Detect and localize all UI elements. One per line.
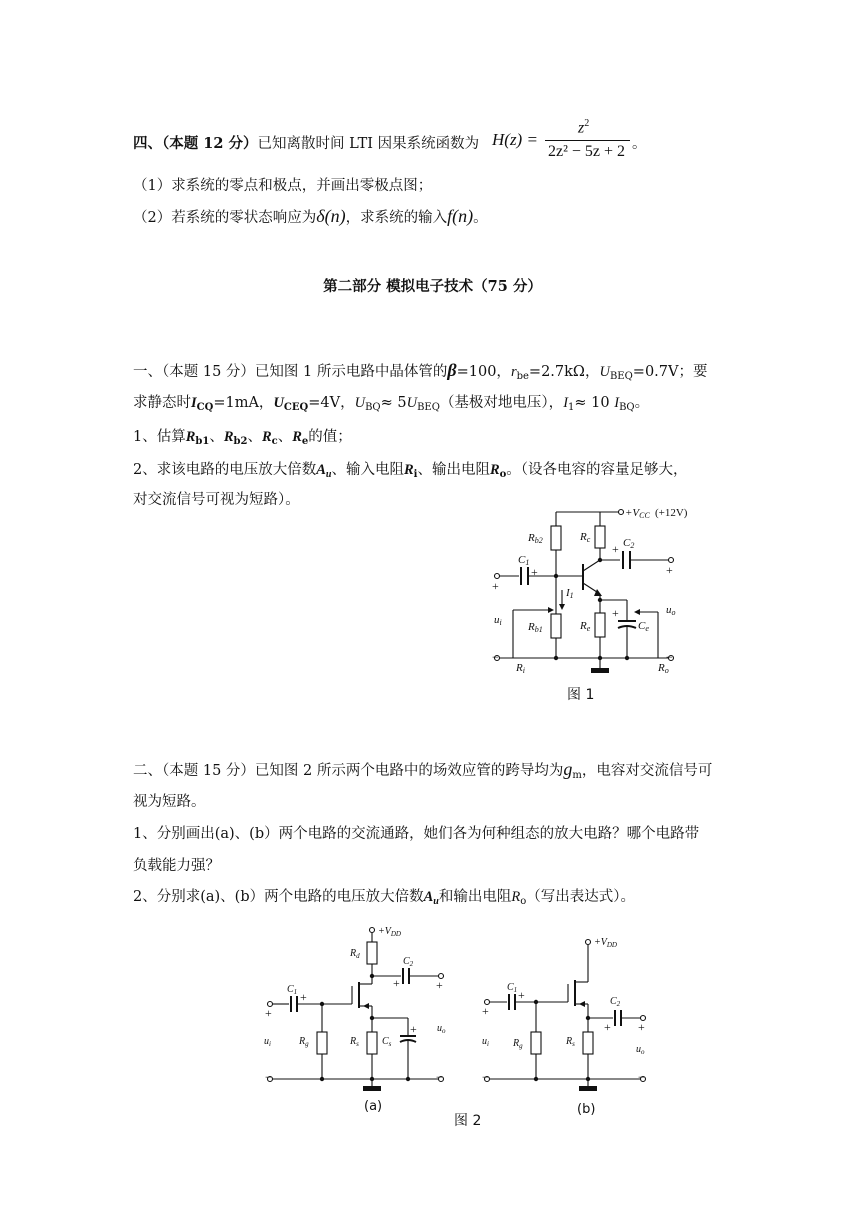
fig2b-vdd: $+V_{DD}$ (594, 937, 617, 949)
fig2b-c2: $C_2$ (610, 996, 621, 1008)
svg-text:+: + (604, 1020, 611, 1034)
figure-2-circuits (260, 920, 660, 1100)
figure-2b-label: (b) (577, 1102, 596, 1117)
q1-task1: 1、估算$R_{b1}$、$R_{b2}$、$R_c$、$R_e$的值； (133, 429, 352, 447)
fig1-rb1: Rb1 (528, 621, 543, 634)
hz-label: H(z) = (492, 130, 538, 149)
fig1-c2: C2 (623, 537, 635, 550)
q4-part2: （2）若系统的零状态响应为δ(n)，求系统的输入f(n)。 (133, 206, 488, 226)
hz-denominator: 2z² − 5z + 2 (548, 143, 626, 160)
svg-text:−: − (436, 1070, 443, 1084)
figure-1-circuit (480, 498, 700, 683)
q1-line1: 一、（本题 15 分）已知图 1 所示电路中晶体管的β=100，$r_{be}=2.7k\Omega$，$U_{BEQ}=0.7V$；要 (133, 360, 708, 382)
fig2a-cs: $C_s$ (382, 1036, 392, 1048)
svg-text:+: + (612, 606, 619, 620)
fig1-vcc-value: (+12V) (655, 507, 688, 519)
q2-task1-cont: 负载能力强？ (133, 858, 220, 874)
hz-end: 。 (632, 136, 647, 152)
fig1-vcc: +VCC (625, 507, 650, 520)
fig1-ui: ui (494, 614, 502, 627)
fig2a-uo: $u_o$ (437, 1023, 446, 1035)
fig1-ri: Ri (516, 662, 525, 675)
svg-text:+: + (638, 1020, 645, 1034)
svg-text:−: − (482, 1070, 489, 1084)
svg-text:−: − (666, 650, 673, 664)
fig2b-c1: $C_1$ (507, 982, 518, 994)
q4-text: 已知离散时间 LTI 因果系统函数为 (257, 136, 480, 152)
svg-text:−: − (265, 1070, 272, 1084)
fig2a-rd: $R_d$ (350, 948, 360, 960)
q4-number: 四、 (133, 135, 162, 152)
q4-part1: （1）求系统的零点和极点，并画出零极点图； (133, 178, 433, 194)
fig1-rb2: Rb2 (528, 532, 543, 545)
fig2a-ui: $u_i$ (264, 1036, 271, 1048)
part2-title: 第二部分 模拟电子技术（75 分） (323, 278, 542, 295)
svg-text:+: + (410, 1022, 417, 1036)
svg-text:+: + (300, 990, 307, 1004)
svg-text:−: − (638, 1070, 645, 1084)
q1-task2: 2、求该电路的电压放大倍数$A_u$、输入电阻$R_i$、输出电阻$R_o$。（设各电容的容量足够大， (133, 462, 688, 480)
fig1-uo: uo (666, 604, 676, 617)
fig2b-rs: $R_s$ (566, 1036, 575, 1048)
svg-text:+: + (436, 978, 443, 992)
q4-line1 (133, 134, 479, 154)
fig1-rc: Rc (580, 531, 591, 544)
fig2a-c1: $C_1$ (287, 984, 298, 996)
figure-2-caption: 图 2 (454, 1113, 482, 1129)
fig1-c1: C1 (518, 554, 530, 567)
q1-line2: 求静态时$I_{CQ}=1mA$，$U_{CEQ}=4V$，$U_{BQ}\approx 5U_{BEQ}$（基极对地电压），$I_1\approx 10$ $I_{BQ}$。 (133, 395, 650, 413)
svg-text:−: − (492, 650, 499, 664)
fig2a-c2: $C_2$ (403, 956, 414, 968)
fig2a-vdd: $+V_{DD}$ (378, 926, 401, 938)
svg-text:+: + (666, 563, 673, 577)
fig1-ro: Ro (658, 662, 669, 675)
fig2b-uo: $u_o$ (636, 1044, 645, 1056)
hz-numerator: $z^2$ (578, 118, 590, 137)
q1-task2-cont: 对交流信号可视为短路）。 (133, 492, 300, 508)
q2-line2: 视为短路。 (133, 794, 206, 810)
q2-line1: 二、（本题 15 分）已知图 2 所示两个电路中的场效应管的跨导均为$g_m$，电容对交流信号可 (133, 759, 713, 781)
q2-task1: 1、分别画出(a)、(b）两个电路的交流通路，她们各为何种组态的放大电路？哪个电路带 (133, 826, 700, 842)
hz-fraction-bar (545, 140, 630, 141)
figure-2a-label: (a) (364, 1099, 383, 1114)
svg-text:+: + (531, 565, 538, 579)
svg-text:+: + (393, 976, 400, 990)
fig2b-rg: $R_g$ (513, 1038, 523, 1050)
q4-score: （本题 12 分） (162, 135, 258, 152)
fig1-re: Re (580, 620, 591, 633)
svg-text:+: + (492, 579, 499, 593)
fig2b-ui: $u_i$ (482, 1036, 489, 1048)
q2-task2: 2、分别求(a)、(b）两个电路的电压放大倍数$A_u$和输出电阻$R_o$（写出表达式）。 (133, 889, 635, 907)
fig2a-rs: $R_s$ (350, 1036, 359, 1048)
fig2a-rg: $R_g$ (299, 1036, 309, 1048)
fig1-i1: I1 (566, 587, 574, 600)
svg-text:+: + (265, 1006, 272, 1020)
fig1-ce: Ce (638, 620, 649, 633)
figure-1-caption: 图 1 (567, 687, 595, 703)
svg-text:+: + (482, 1004, 489, 1018)
svg-text:+: + (518, 988, 525, 1002)
svg-text:+: + (612, 542, 619, 556)
